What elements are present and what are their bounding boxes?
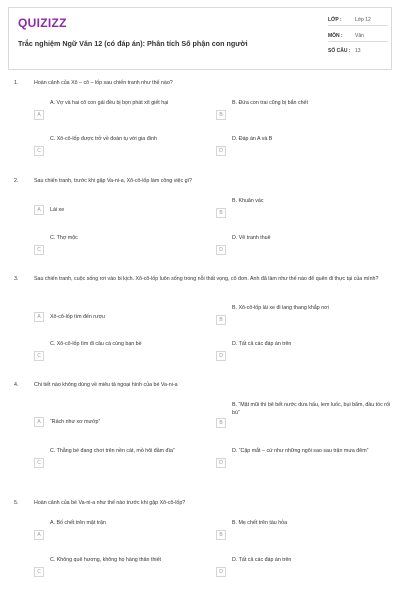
option-text: B. Khuân vác bbox=[232, 198, 264, 204]
answer-box-d[interactable]: D bbox=[216, 146, 226, 156]
question-number: 3. bbox=[14, 276, 19, 282]
option-text: Xô-cô-lốp tìm đến rượu bbox=[50, 314, 106, 320]
meta-value: Văn bbox=[355, 33, 364, 39]
answer-box-b[interactable]: B bbox=[216, 530, 226, 540]
question-text: Hoàn cảnh của Xô – cô – lốp sau chiến tranh như thế nào? bbox=[34, 80, 173, 86]
answer-box-a[interactable]: A bbox=[34, 530, 44, 540]
option-text: D. Tất cả các đáp án trên bbox=[232, 341, 292, 347]
answer-box-a[interactable]: A bbox=[34, 312, 44, 322]
option-text: Lái xe bbox=[50, 207, 65, 213]
option-text: B. Xô-cô-lốp lái xe đi lang thang khắp nơi bbox=[232, 305, 329, 311]
answer-box-b[interactable]: B bbox=[216, 110, 226, 120]
answer-box-d[interactable]: D bbox=[216, 458, 226, 468]
answer-box-b[interactable]: B bbox=[216, 315, 226, 325]
answer-box-a[interactable]: A bbox=[34, 110, 44, 120]
question-number: 5. bbox=[14, 500, 19, 506]
option-text: B. Mẹ chết trên tàu hỏa bbox=[232, 520, 288, 526]
question-number: 1. bbox=[14, 80, 19, 86]
answer-box-a[interactable]: A bbox=[34, 417, 44, 427]
option-text: A. Vợ và hai cô con gái đều bị bọn phát xít giết hại bbox=[50, 100, 169, 106]
option-text: C. Thằng bé đang chơi trên nền cát, mồ hôi đầm đìa” bbox=[50, 448, 175, 454]
meta-key: LỚP : bbox=[328, 17, 342, 23]
quizizz-logo: QUIZIZZ bbox=[18, 16, 67, 30]
option-text: D. Đáp án A và B bbox=[232, 136, 273, 142]
option-text: C. Xô-cô-lốp tìm đi câu cá cùng bạn bè bbox=[50, 341, 142, 347]
meta-key: SỐ CÂU : bbox=[328, 48, 351, 54]
answer-box-c[interactable]: C bbox=[34, 146, 44, 156]
answer-box-c[interactable]: C bbox=[34, 351, 44, 361]
answer-box-b[interactable]: B bbox=[216, 418, 226, 428]
meta-divider bbox=[328, 25, 388, 26]
option-text: “Rách như xơ mướp” bbox=[50, 419, 101, 425]
answer-box-c[interactable]: C bbox=[34, 567, 44, 577]
question-text: Hoàn cảnh của bé Va-ni-a như thế nào trước khi gặp Xô-cô-lốp? bbox=[34, 500, 186, 506]
option-text: C. Thợ mộc bbox=[50, 235, 78, 241]
option-text: C. Xô-cô-lốp được trở về đoàn tụ với gia đình bbox=[50, 136, 158, 142]
option-text: D. Vẽ tranh thuê bbox=[232, 235, 271, 241]
answer-box-b[interactable]: B bbox=[216, 208, 226, 218]
question-text: Sau chiến tranh, trước khi gặp Va-ni-a, Xô-cô-lốp làm công việc gì? bbox=[34, 178, 192, 184]
answer-box-d[interactable]: D bbox=[216, 567, 226, 577]
answer-box-a[interactable]: A bbox=[34, 205, 44, 215]
question-text: Sau chiến tranh, cuộc sống rơi vào bi kịch. Xô-cô-lốp luôn sống trong nỗi thất vọng, cô đơn. Anh đã làm như thế nào để quên đi thực tại của mình? bbox=[34, 276, 379, 282]
option-text: B. Đứa con trai cũng bị bắn chết bbox=[232, 100, 308, 106]
question-number: 2. bbox=[14, 178, 19, 184]
meta-value: Lớp 12 bbox=[355, 17, 371, 23]
answer-box-d[interactable]: D bbox=[216, 351, 226, 361]
answer-box-d[interactable]: D bbox=[216, 245, 226, 255]
page-title: Trắc nghiệm Ngữ Văn 12 (có đáp án): Phân tích Số phận con người bbox=[18, 39, 248, 48]
question-text: Chi tiết nào không dùng về miêu tả ngoại hình của bé Va-ni-a bbox=[34, 382, 178, 388]
option-text: A. Bố chết trên mặt trận bbox=[50, 520, 106, 526]
option-text: C. Không quê hương, không họ hàng thân thiết bbox=[50, 557, 161, 563]
question-number: 4. bbox=[14, 382, 19, 388]
worksheet-header bbox=[8, 7, 392, 70]
option-text: D. “Cặp mắt – cứ như những ngôi sao sau trận mưa đêm” bbox=[232, 448, 369, 454]
meta-value: 13 bbox=[355, 48, 361, 54]
option-text: B. “Mặt mũi thì bê bết nước dưa hấu, lem luốc, bụi bẩm, đầu tóc rối bù” bbox=[232, 402, 391, 416]
meta-divider bbox=[328, 41, 388, 42]
answer-box-c[interactable]: C bbox=[34, 245, 44, 255]
meta-key: MÔN : bbox=[328, 33, 343, 39]
answer-box-c[interactable]: C bbox=[34, 458, 44, 468]
option-text: D. Tất cả các đáp án trên bbox=[232, 557, 292, 563]
